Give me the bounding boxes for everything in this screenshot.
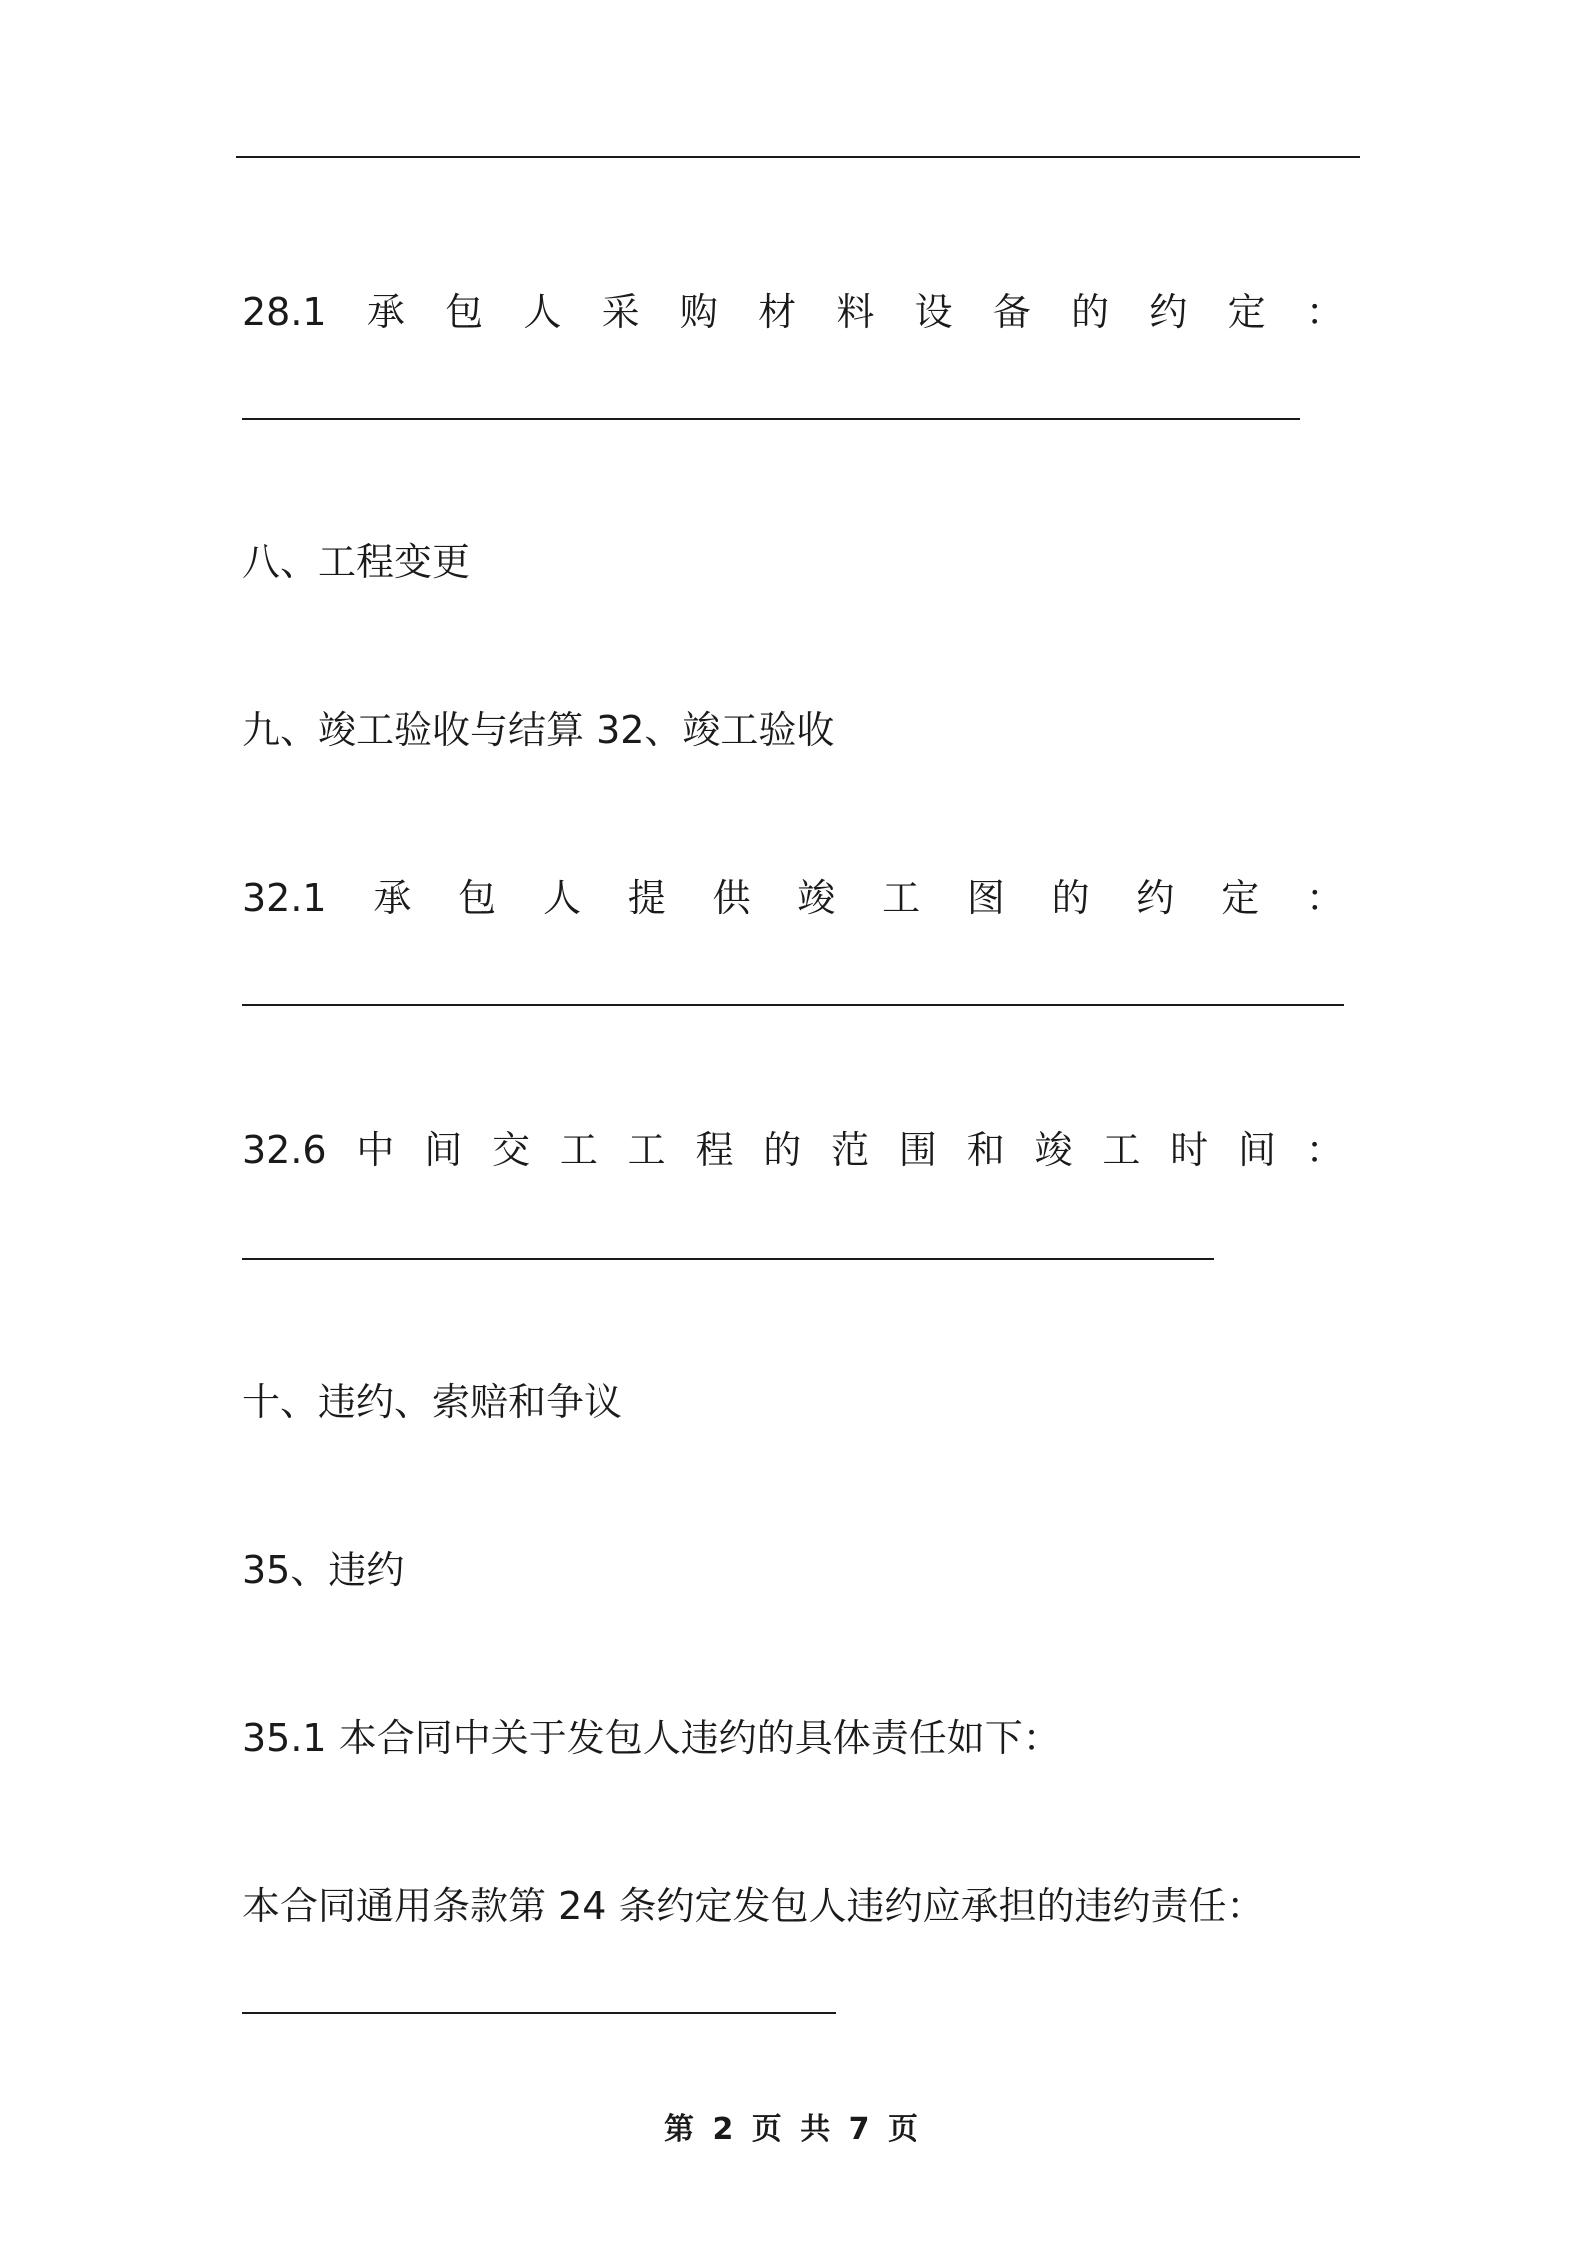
fill-in-blank xyxy=(242,2012,836,2014)
clause-text: 35.1 本合同中关于发包人违约的具体责任如下： xyxy=(242,1716,1061,1760)
clause-number: 32.6 xyxy=(242,1128,327,1172)
header-rule xyxy=(236,156,1360,158)
fill-in-blank xyxy=(242,1258,1214,1260)
clause-number: 32.1 xyxy=(242,876,327,920)
section-heading: 十、违约、索赔和争议 xyxy=(242,1380,623,1424)
fill-in-blank xyxy=(242,418,1300,420)
item-heading: 35、违约 xyxy=(242,1548,405,1592)
clause-32-6: 32.6 中 间 交 工 工 程 的 范 围 和 竣 工 时 间 ： xyxy=(242,1124,1344,1176)
page-number: 第 2 页 共 7 页 xyxy=(664,2112,922,2147)
clause-32-1: 32.1 承 包 人 提 供 竣 工 图 的 约 定 ： xyxy=(242,872,1344,924)
section-heading: 九、竣工验收与结算 32、竣工验收 xyxy=(242,708,835,752)
clause-text: 本合同通用条款第 24 条约定发包人违约应承担的违约责任： xyxy=(242,1884,1265,1928)
section-heading: 八、工程变更 xyxy=(242,540,471,584)
clause-number: 28.1 xyxy=(242,290,327,334)
clause-28-1: 28.1 承 包 人 采 购 材 料 设 备 的 约 定 ： xyxy=(242,286,1344,338)
fill-in-blank xyxy=(242,1004,1344,1006)
